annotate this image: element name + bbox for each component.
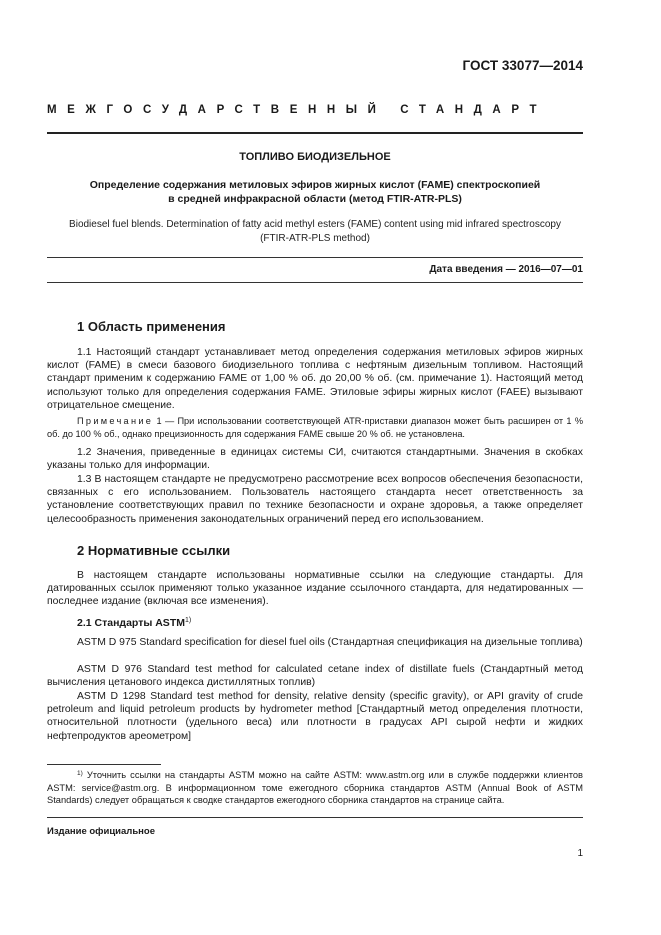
footnote-ref-marker: 1) xyxy=(184,617,192,624)
note-1 xyxy=(47,415,583,440)
page-number: 1 xyxy=(577,848,583,859)
note-text: 1 — При использовании соответствующей ATR-приставки диапазон может быть расширен от 1 % об. до 100 % об., однако прецизионность для содержания FAME свыше 20 % об. не установлена. xyxy=(47,416,583,439)
date-divider xyxy=(47,282,583,283)
subtitle-en-line-2: (FTIR-ATR-PLS method) xyxy=(260,233,370,244)
subsection-2-1-heading xyxy=(77,617,191,629)
introduction-date: Дата введения — 2016—07—01 xyxy=(429,264,583,275)
footnote-divider xyxy=(47,764,161,765)
standard-code: ГОСТ 33077—2014 xyxy=(462,58,583,73)
section-2-heading: 2 Нормативные ссылки xyxy=(77,543,231,558)
footer-divider xyxy=(47,817,583,818)
document-subtitle-ru xyxy=(60,178,570,206)
footnote-marker: 1) xyxy=(77,770,83,777)
subtitle-ru-line-2: в средней инфракрасной области (метод FTIR-ATR-PLS) xyxy=(168,193,462,205)
header-divider xyxy=(47,132,583,134)
reference-astm-d975: ASTM D 975 Standard specification for diesel fuel oils (Стандартная спецификация на дизельные топлива) xyxy=(77,637,583,648)
paragraph-1-3: 1.3 В настоящем стандарте не предусмотрено рассмотрение всех вопросов обеспечения безопасности, связанных с его использованием. Пользователь настоящего стандарта несет ответственность за установление соответствующих правил по технике безопасности и охране здоровья, а также определяет целесообразность применения законодательных ограничений перед его использованием. xyxy=(47,474,583,525)
document-title: ТОПЛИВО БИОДИЗЕЛЬНОЕ xyxy=(239,151,391,163)
reference-astm-d1298: ASTM D 1298 Standard test method for density, relative density (specific gravity), or API gravity of crude petroleum and liquid petroleum products by hydrometer method [Стандартный метод определения плотности, относительной плотности (удельного веса) или плотности в градусах API сырой нефти и жидких нефтепродуктов ареометром] xyxy=(47,691,583,742)
official-edition-label: Издание официальное xyxy=(47,826,155,837)
section-1-heading: 1 Область применения xyxy=(77,319,226,334)
section-2-intro: В настоящем стандарте использованы нормативные ссылки на следующие стандарты. Для датированных ссылок применяют только указанное издание ссылочного стандарта, для недатированных — последнее издание (включая все изменения). xyxy=(47,570,583,608)
reference-astm-d976: ASTM D 976 Standard test method for calculated cetane index of distillate fuels (Стандартный метод вычисления цетанового индекса дистиллятных топлив) xyxy=(47,664,583,689)
note-label: Примечание xyxy=(77,416,154,426)
paragraph-1-2: 1.2 Значения, приведенные в единицах системы СИ, считаются стандартными. Значения в скобках указаны только для информации. xyxy=(47,447,583,472)
footnote-text: Уточнить ссылки на стандарты ASTM можно на сайте ASTM: www.astm.org или в службе поддержки клиентов ASTM: service@astm.org. В информационном томе ежегодного сборника стандартов ASTM (Annual Book of ASTM Standards) следует обращаться к сводке стандартов ежегодного сборника стандартов на странице сайта. xyxy=(47,770,583,805)
title-divider xyxy=(47,257,583,258)
footnote-1 xyxy=(47,768,583,807)
subtitle-en-line-1: Biodiesel fuel blends. Determination of fatty acid methyl esters (FAME) content using mid infrared spectroscopy xyxy=(69,219,561,230)
document-subtitle-en xyxy=(50,218,580,246)
subsection-2-1-title: 2.1 Стандарты ASTM xyxy=(77,617,185,629)
standard-type-banner: МЕЖГОСУДАРСТВЕННЫЙ СТАНДАРТ xyxy=(47,104,548,116)
subtitle-ru-line-1: Определение содержания метиловых эфиров жирных кислот (FAME) спектроскопией xyxy=(89,179,541,191)
paragraph-1-1: 1.1 Настоящий стандарт устанавливает метод определения содержания метиловых эфиров жирных кислот (FAME) в смеси базового биодизельного топлива с нефтяным дизельным топливом. Настоящий стандарт применим к содержанию FAME от 1,00 % об. до 20,00 % об. (см. примечание 1). Настоящий метод используют только для определения содержания FAME. Этиловые эфиры жирных кислот (FAEE) вызывают отрицательное смещение. xyxy=(47,347,583,411)
